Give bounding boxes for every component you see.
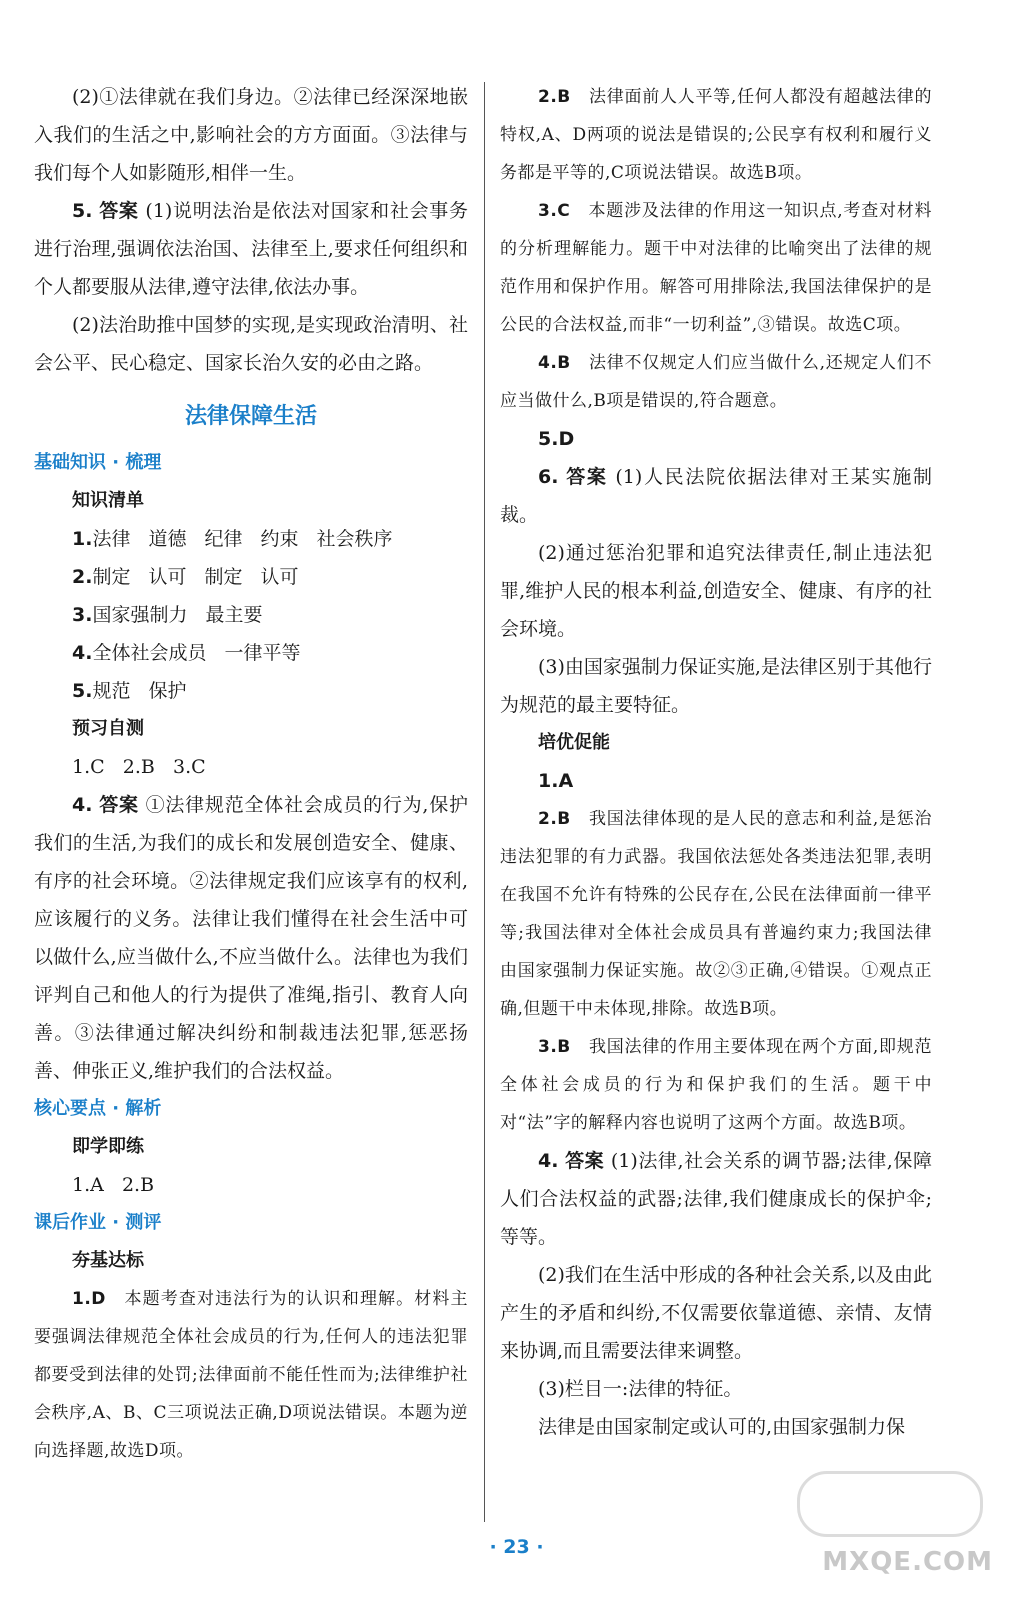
answer-paragraph: (2)法治助推中国梦的实现,是实现政治清明、社会公平、民心稳定、国家长治久安的必由之路。 [34,314,468,374]
answer-text: (1)说明法治是依法对国家和社会事务进行治理,强调依法治国、法律至上,要求任何组织和个人都要服从法律,遵守法律,依法办事。 [34,200,469,298]
answer-paragraph: 2.B 我国法律体现的是人民的意志和利益,是惩治违法犯罪的有力武器。我国依法惩处各类违法犯罪,表明在我国不允许有特殊的公民存在,公民在法律面前一律平等;我国法律对全体社会成员具有普遍约束力;我国法律由国家强制力保证实施。故②③正确,④错误。①观点正确,但题干中未体现,排除。故选B项。 [500,809,932,1019]
answer-tag: 答案 [99,794,139,816]
answer-tag: 答案 [566,466,608,488]
knowledge-list-item: 3.国家强制力 最主要 [72,604,263,626]
answer-paragraph: (2)①法律就在我们身边。②法律已经深深地嵌入我们的生活之中,影响社会的方方面面。③法律与我们每个人如影随形,相伴一生。 [34,86,468,184]
answer-line: 1.A [538,770,574,792]
sub-heading: 夯基达标 [72,1250,144,1271]
right-column [500,78,932,1446]
answer-paragraph [34,192,468,306]
answer-paragraph: (3)栏目一:法律的特征。 [538,1378,743,1400]
page-number: · 23 · [489,1536,544,1558]
answer-paragraph: (2)通过惩治犯罪和追究法律责任,制止违法犯罪,维护人民的根本利益,创造安全、健康、有序的社会环境。 [500,542,932,640]
answer-line: 1.C 2.B 3.C [72,756,206,778]
knowledge-list-item: 5.规范 保护 [72,680,187,702]
sub-heading: 培优促能 [538,732,610,753]
sub-heading: 预习自测 [72,718,144,739]
answer-paragraph: 4. 答案 ①法律规范全体社会成员的行为,保护我们的生活,为我们的成长和发展创造安全、健康、有序的社会环境。②法律规定我们应该享有的权利,应该履行的义务。法律让我们懂得在社会生活中可以做什么,应当做什么,不应当做什么。法律也为我们评判自己和他人的行为提供了准绳,指引、教育人向善。③法律通过解决纠纷和制裁违法犯罪,惩恶扬善、伸张正义,维护我们的合法权益。 [34,794,468,1082]
answer-tag: 答案 [565,1150,605,1172]
section-heading: 基础知识 · 梳理 [34,452,162,473]
watermark-badge-icon [797,1471,983,1537]
sub-heading: 即学即练 [72,1136,144,1157]
column-divider [484,82,485,1522]
answer-paragraph: 法律是由国家制定或认可的,由国家强制力保 [538,1416,906,1438]
section-title: 法律保障生活 [184,404,317,429]
knowledge-list-item: 2.制定 认可 制定 认可 [72,566,299,588]
answer-paragraph: 3.B 我国法律的作用主要体现在两个方面,即规范全体社会成员的行为和保护我们的生活。题干中对“法”字的解释内容也说明了这两个方面。故选B项。 [500,1037,932,1133]
answer-paragraph: 6. 答案 (1)人民法院依据法律对王某实施制裁。 [500,466,933,526]
knowledge-list-item: 1.法律 道德 纪律 约束 社会秩序 [72,528,393,550]
answer-line: 1.A 2.B [72,1174,155,1196]
answer-paragraph: (2)我们在生活中形成的各种社会关系,以及由此产生的矛盾和纠纷,不仅需要依靠道德、亲情、友情来协调,而且需要法律来调整。 [500,1264,932,1362]
sub-heading: 知识清单 [72,490,144,511]
answer-tag: 答案 [99,200,139,222]
question-number: 5. [72,200,93,222]
answer-line: 5.D [538,428,575,450]
answer-paragraph: 4.B 法律不仅规定人们应当做什么,还规定人们不应当做什么,B项是错误的,符合题意。 [500,353,932,411]
answer-paragraph: 3.C 本题涉及法律的作用这一知识点,考查对材料的分析理解能力。题干中对法律的比喻突出了法律的规范作用和保护作用。解答可用排除法,我国法律保护的是公民的合法权益,而非“一切利益”,③错误。故选C项。 [500,201,932,335]
answer-paragraph: 2.B 法律面前人人平等,任何人都没有超越法律的特权,A、D两项的说法是错误的;公民享有权利和履行义务都是平等的,C项说法错误。故选B项。 [500,87,932,183]
answer-paragraph: 1.D 本题考查对违法行为的认识和理解。材料主要强调法律规范全体社会成员的行为,任何人的违法犯罪都要受到法律的处罚;法律面前不能任性而为;法律维护社会秩序,A、B、C三项说法正确,D项说法错误。本题为逆向选择题,故选D项。 [34,1289,468,1461]
section-heading: 课后作业 · 测评 [34,1212,162,1233]
answer-paragraph: 4. 答案 (1)法律,社会关系的调节器;法律,保障人们合法权益的武器;法律,我们健康成长的保护伞;等等。 [500,1150,932,1248]
watermark-text: MXQE.COM [822,1547,993,1577]
answer-paragraph: (3)由国家强制力保证实施,是法律区别于其他行为规范的最主要特征。 [500,656,932,716]
section-heading: 核心要点 · 解析 [34,1098,162,1119]
left-column [34,78,468,1470]
watermark-logo [793,1465,993,1585]
knowledge-list-item: 4.全体社会成员 一律平等 [72,642,301,664]
